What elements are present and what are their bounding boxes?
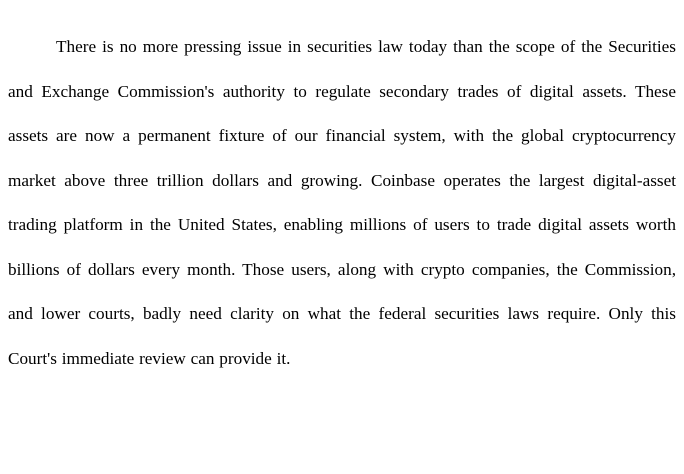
body-paragraph: There is no more pressing issue in securities law today than the scope of the Securities and Exchange Commission's authority to regulate secondary trades of digital assets. These assets are now a permanent fixture of our financial system, with the global cryptocurrency market above three trillion dollars and growing. Coinbase operates the largest digital-asset trading platform in the United States, enabling millions of users to trade digital assets worth billions of dollars every month. Those users, along with crypto companies, the Commission, and lower courts, badly need clarity on what the federal securities laws require. Only this Court's immediate review can provide it. — [8, 37, 676, 368]
